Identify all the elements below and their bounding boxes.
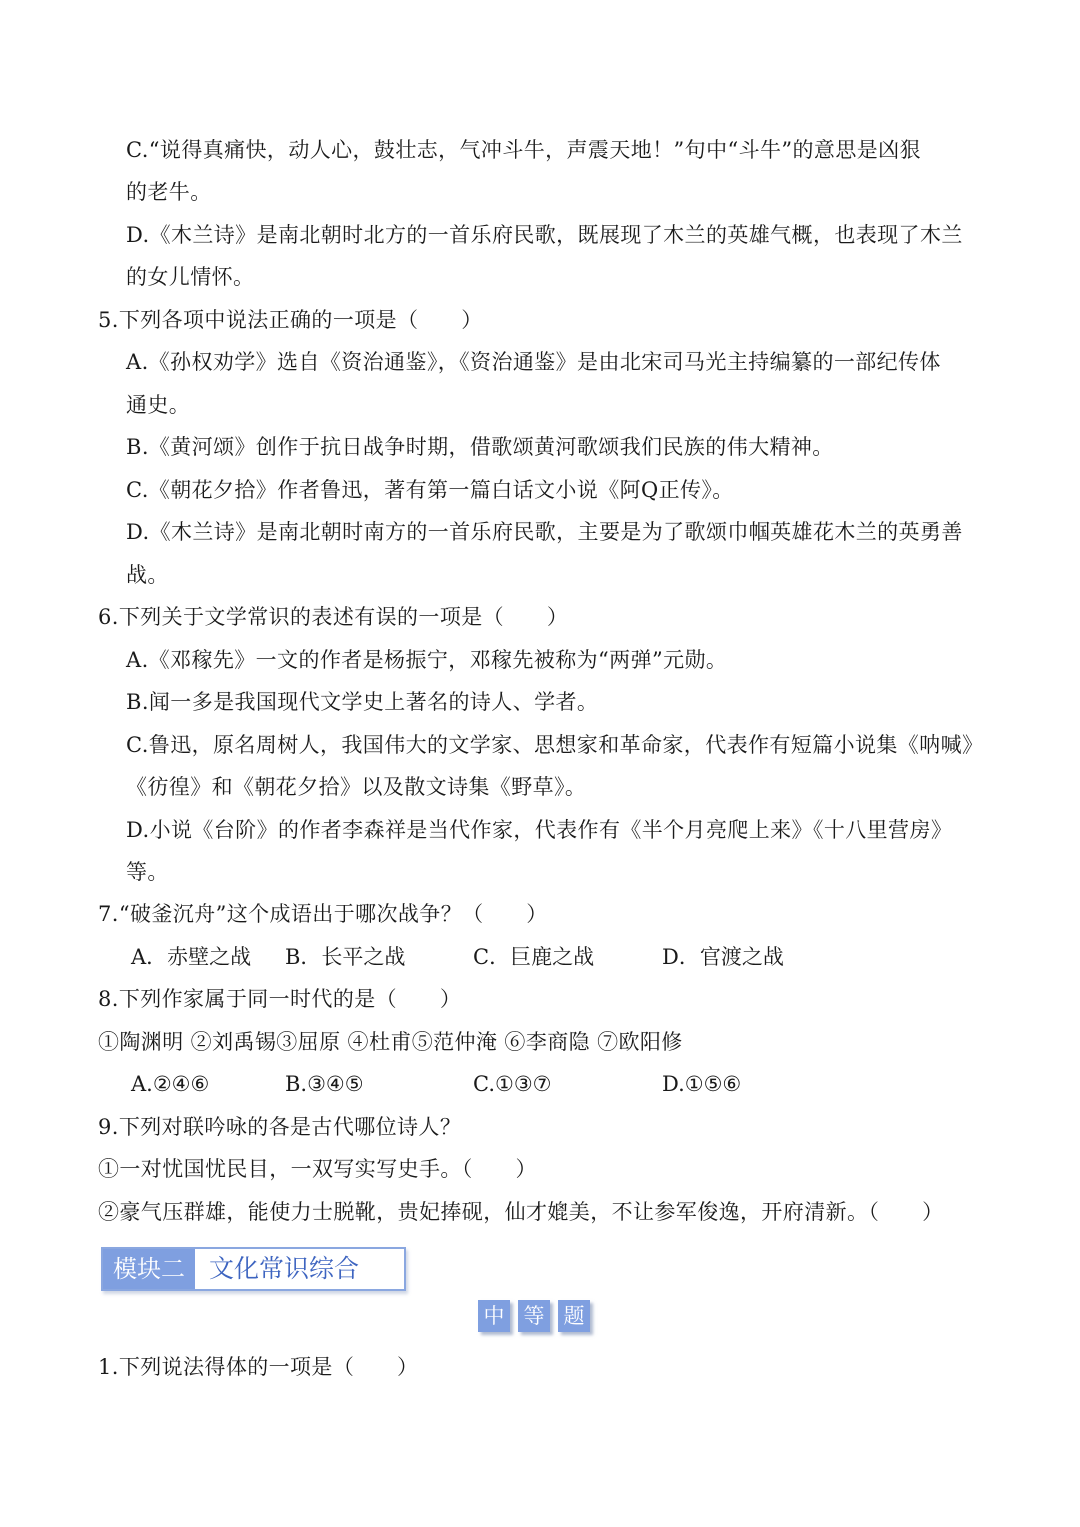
difficulty-badge	[478, 1300, 596, 1332]
q7-option-b: B．长平之战	[285, 945, 406, 969]
q6-option-b: B.闻一多是我国现代文学史上著名的诗人、学者。	[126, 690, 599, 714]
question-7: 7.“破釜沉舟”这个成语出于哪次战争？（ ）	[98, 902, 548, 926]
q6-option-c-line1: C.鲁迅，原名周树人，我国伟大的文学家、思想家和革命家，代表作有短篇小说集《呐喊》	[126, 733, 984, 757]
q7-option-a: A．赤壁之战	[131, 945, 252, 969]
module-tag: 模块二	[103, 1249, 195, 1289]
q8-authors: ①陶渊明 ②刘禹锡③屈原 ④杜甫⑤范仲淹 ⑥李商隐 ⑦欧阳修	[98, 1030, 683, 1054]
q7-option-d: D．官渡之战	[662, 945, 784, 969]
module-title: 文化常识综合	[209, 1254, 360, 1283]
q4-option-d-line2: 的女儿情怀。	[126, 265, 255, 289]
module-header	[101, 1247, 406, 1291]
difficulty-char-2: 等	[518, 1300, 550, 1332]
module2-question-1: 1.下列说法得体的一项是（ ）	[98, 1355, 419, 1379]
q6-option-d-line1: D.小说《台阶》的作者李森祥是当代作家，代表作有《半个月亮爬上来》《十八里营房》	[126, 818, 953, 842]
q5-option-b: B.《黄河颂》创作于抗日战争时期，借歌颂黄河歌颂我们民族的伟大精神。	[126, 435, 834, 459]
q5-option-a-line1: A.《孙权劝学》选自《资治通鉴》，《资治通鉴》是由北宋司马光主持编纂的一部纪传体	[126, 350, 941, 374]
question-8: 8.下列作家属于同一时代的是（ ）	[98, 987, 462, 1011]
q4-option-d-line1: D.《木兰诗》是南北朝时北方的一首乐府民歌，既展现了木兰的英雄气概，也表现了木兰	[126, 223, 963, 247]
q4-option-c-line2: 的老牛。	[126, 180, 212, 204]
q8-option-a: A.②④⑥	[131, 1072, 210, 1096]
q7-option-c: C．巨鹿之战	[473, 945, 595, 969]
q6-option-d-line2: 等。	[126, 860, 169, 884]
q9-item-2: ②豪气压群雄，能使力士脱靴，贵妃捧砚，仙才媲美，不让参军俊逸，开府清新。（ ）	[98, 1200, 944, 1224]
q8-option-c: C.①③⑦	[473, 1072, 552, 1096]
q5-option-c: C.《朝花夕拾》作者鲁迅，著有第一篇白话文小说《阿Q正传》。	[126, 478, 734, 502]
q5-option-d-line1: D.《木兰诗》是南北朝时南方的一首乐府民歌，主要是为了歌颂巾帼英雄花木兰的英勇善	[126, 520, 963, 544]
difficulty-char-1: 中	[478, 1300, 510, 1332]
question-9: 9.下列对联吟咏的各是古代哪位诗人？	[98, 1115, 462, 1139]
question-5: 5.下列各项中说法正确的一项是（ ）	[98, 308, 483, 332]
q8-option-d: D.①⑤⑥	[662, 1072, 742, 1096]
q5-option-d-line2: 战。	[126, 563, 169, 587]
q4-option-c-line1: C.“说得真痛快，动人心，鼓壮志，气冲斗牛，声震天地！”句中“斗牛”的意思是凶狠	[126, 138, 921, 162]
q9-item-1: ①一对忧国忧民目，一双写实写史手。（ ）	[98, 1157, 537, 1181]
q6-option-c-line2: 《彷徨》和《朝花夕拾》以及散文诗集《野草》。	[126, 775, 587, 799]
difficulty-char-3: 题	[558, 1300, 590, 1332]
q8-option-b: B.③④⑤	[285, 1072, 364, 1096]
q6-option-a: A.《邓稼先》一文的作者是杨振宁，邓稼先被称为“两弹”元勋。	[126, 648, 728, 672]
q5-option-a-line2: 通史。	[126, 393, 191, 417]
question-6: 6.下列关于文学常识的表述有误的一项是（ ）	[98, 605, 569, 629]
